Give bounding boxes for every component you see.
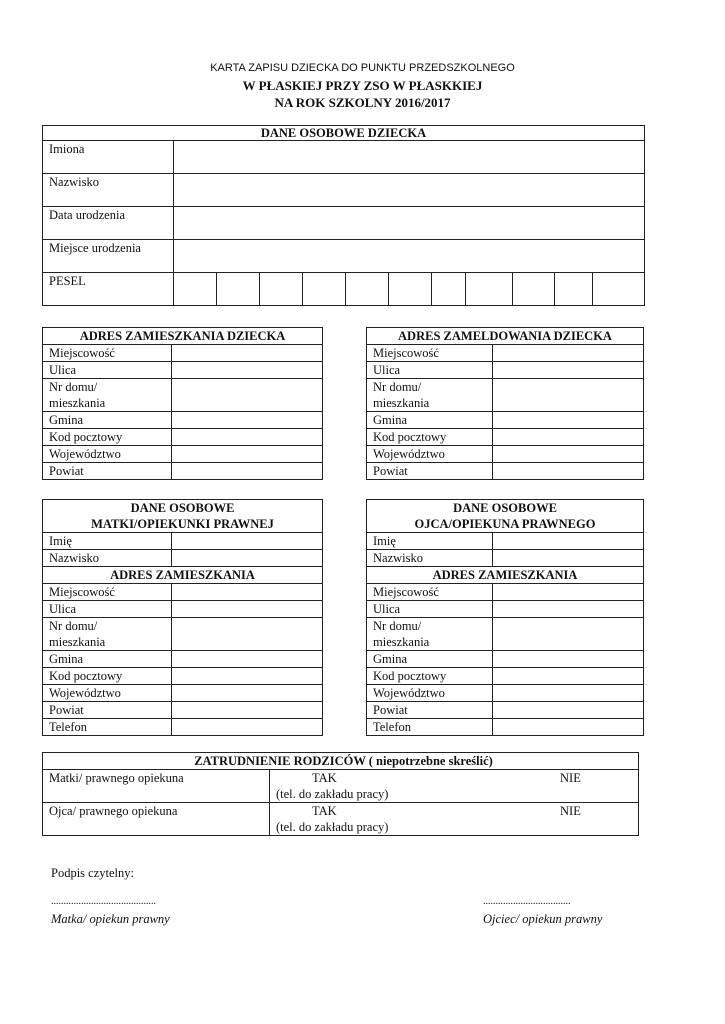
mother-house-number-input[interactable] (172, 618, 323, 651)
father-first-name-input[interactable] (493, 533, 644, 550)
residence-address-title: ADRES ZAMIESZKANIA DZIECKA (43, 328, 323, 345)
mother-employment-cell[interactable] (270, 770, 639, 803)
field-label: Województwo (367, 685, 493, 702)
father-town-input[interactable] (493, 584, 644, 601)
field-label: Nazwisko (367, 550, 493, 567)
work-phone-note: (tel. do zakładu pracy) (276, 820, 389, 834)
father-employment-cell[interactable] (270, 803, 639, 836)
field-label: Telefon (367, 719, 493, 736)
field-label: Województwo (43, 446, 172, 463)
registered-town-input[interactable] (493, 345, 644, 362)
registered-street-input[interactable] (493, 362, 644, 379)
residence-town-input[interactable] (172, 345, 323, 362)
no-option[interactable]: NIE (560, 771, 581, 785)
field-label: Nazwisko (43, 550, 172, 567)
mother-county-input[interactable] (172, 702, 323, 719)
pesel-digit-box[interactable] (513, 273, 555, 306)
field-label: Powiat (367, 463, 493, 480)
father-county-input[interactable] (493, 702, 644, 719)
pesel-digit-box[interactable] (389, 273, 432, 306)
field-label: Miejscowość (43, 584, 172, 601)
residence-commune-input[interactable] (172, 412, 323, 429)
mother-commune-input[interactable] (172, 651, 323, 668)
field-label: Kod pocztowy (43, 668, 172, 685)
father-commune-input[interactable] (493, 651, 644, 668)
residence-house-number-input[interactable] (172, 379, 323, 412)
pesel-digit-box[interactable] (593, 273, 645, 306)
child-field-label: Data urodzenia (43, 207, 174, 240)
registered-postal-code-input[interactable] (493, 429, 644, 446)
father-house-number-input[interactable] (493, 618, 644, 651)
pesel-digit-box[interactable] (303, 273, 346, 306)
father-voivodeship-input[interactable] (493, 685, 644, 702)
mother-postal-code-input[interactable] (172, 668, 323, 685)
mother-data-title: DANE OSOBOWE MATKI/OPIEKUNKI PRAWNEJ (43, 500, 323, 533)
father-street-input[interactable] (493, 601, 644, 618)
field-label: Powiat (367, 702, 493, 719)
father-address-title: ADRES ZAMIESZKANIA (367, 567, 644, 584)
mother-town-input[interactable] (172, 584, 323, 601)
child-data-table (42, 125, 645, 306)
registered-county-input[interactable] (493, 463, 644, 480)
field-label: Nr domu/ mieszkania (367, 379, 493, 412)
child-field-label: Nazwisko (43, 174, 174, 207)
yes-option[interactable]: TAK (312, 804, 337, 818)
field-label: Ulica (43, 362, 172, 379)
mother-first-name-input[interactable] (172, 533, 323, 550)
field-label: Miejscowość (367, 345, 493, 362)
pesel-label: PESEL (43, 273, 174, 306)
father-data-title: DANE OSOBOWE OJCA/OPIEKUNA PRAWNEGO (367, 500, 644, 533)
field-label: Gmina (43, 412, 172, 429)
yes-option[interactable]: TAK (312, 771, 337, 785)
father-surname-input[interactable] (493, 550, 644, 567)
residence-postal-code-input[interactable] (172, 429, 323, 446)
mother-address-title: ADRES ZAMIESZKANIA (43, 567, 323, 584)
father-signature-line[interactable]: ................................... (483, 896, 571, 907)
father-phone-input[interactable] (493, 719, 644, 736)
field-label: Imię (43, 533, 172, 550)
field-label: Telefon (43, 719, 172, 736)
pesel-digit-box[interactable] (174, 273, 217, 306)
field-label: Powiat (43, 463, 172, 480)
child-birth-place-input[interactable] (174, 240, 645, 273)
father-postal-code-input[interactable] (493, 668, 644, 685)
registered-house-number-input[interactable] (493, 379, 644, 412)
child-first-names-input[interactable] (174, 141, 645, 174)
mother-surname-input[interactable] (172, 550, 323, 567)
mother-signature-line[interactable]: .......................................... (51, 896, 156, 907)
field-label: Imię (367, 533, 493, 550)
field-label: Gmina (43, 651, 172, 668)
residence-address-table (42, 327, 323, 480)
field-label: Nr domu/ mieszkania (43, 618, 172, 651)
field-label: Ulica (43, 601, 172, 618)
residence-county-input[interactable] (172, 463, 323, 480)
registered-address-table (366, 327, 644, 480)
field-label: Ulica (367, 601, 493, 618)
employment-table (42, 752, 639, 836)
child-surname-input[interactable] (174, 174, 645, 207)
field-label: Kod pocztowy (43, 429, 172, 446)
pesel-digit-box[interactable] (466, 273, 513, 306)
mother-phone-input[interactable] (172, 719, 323, 736)
mother-voivodeship-input[interactable] (172, 685, 323, 702)
child-birth-date-input[interactable] (174, 207, 645, 240)
field-label: Miejscowość (367, 584, 493, 601)
field-label: Kod pocztowy (367, 668, 493, 685)
residence-voivodeship-input[interactable] (172, 446, 323, 463)
mother-data-table (42, 499, 323, 736)
child-field-label: Imiona (43, 141, 174, 174)
registered-commune-input[interactable] (493, 412, 644, 429)
field-label: Województwo (367, 446, 493, 463)
field-label: Nr domu/ mieszkania (367, 618, 493, 651)
employment-title: ZATRUDNIENIE RODZICÓW ( niepotrzebne skreślić) (43, 753, 639, 770)
work-phone-note: (tel. do zakładu pracy) (276, 787, 389, 801)
signature-label: Podpis czytelny: (51, 866, 134, 880)
employment-row-label: Matki/ prawnego opiekuna (43, 770, 270, 803)
field-label: Gmina (367, 651, 493, 668)
form-header-line2: W PŁASKIEJ PRZY ZSO W PŁASKKIEJ (242, 78, 483, 93)
field-label: Nr domu/ mieszkania (43, 379, 172, 412)
field-label: Ulica (367, 362, 493, 379)
father-signature-caption: Ojciec/ opiekun prawny (483, 912, 603, 926)
field-label: Gmina (367, 412, 493, 429)
form-header-line1: KARTA ZAPISU DZIECKA DO PUNKTU PRZEDSZKOLNEGO (210, 62, 515, 74)
field-label: Miejscowość (43, 345, 172, 362)
pesel-digit-box[interactable] (555, 273, 593, 306)
residence-street-input[interactable] (172, 362, 323, 379)
field-label: Powiat (43, 702, 172, 719)
registered-address-title: ADRES ZAMELDOWANIA DZIECKA (367, 328, 644, 345)
child-field-label: Miejsce urodzenia (43, 240, 174, 273)
mother-street-input[interactable] (172, 601, 323, 618)
pesel-digit-box[interactable] (260, 273, 303, 306)
field-label: Kod pocztowy (367, 429, 493, 446)
pesel-digit-box[interactable] (432, 273, 466, 306)
pesel-digit-box[interactable] (217, 273, 260, 306)
registered-voivodeship-input[interactable] (493, 446, 644, 463)
mother-signature-caption: Matka/ opiekun prawny (51, 912, 170, 926)
pesel-digit-box[interactable] (346, 273, 389, 306)
employment-row-label: Ojca/ prawnego opiekuna (43, 803, 270, 836)
father-data-table (366, 499, 644, 736)
field-label: Województwo (43, 685, 172, 702)
no-option[interactable]: NIE (560, 804, 581, 818)
child-data-title: DANE OSOBOWE DZIECKA (43, 126, 645, 141)
form-header-line3: NA ROK SZKOLNY 2016/2017 (274, 95, 451, 110)
